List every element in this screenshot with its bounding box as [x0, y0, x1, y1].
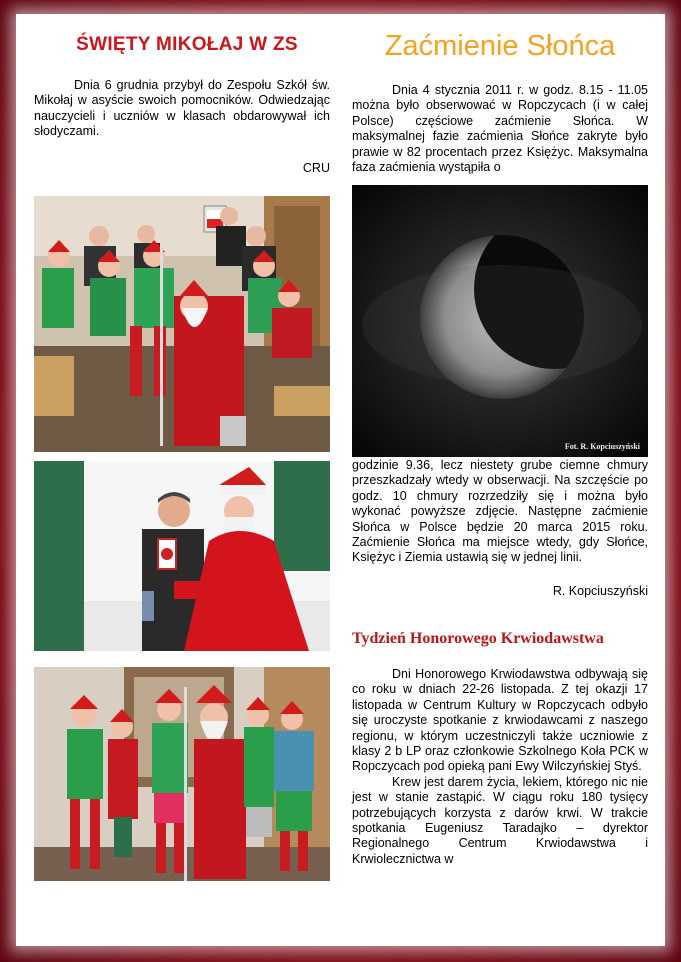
article-paragraph: Krew jest darem życia, lekiem, którego nic nie jest w stanie zastąpić. W ciągu roku 180 tysięcy potrzebujących korzysta z darów krwi. W trakcie spotkania Eugeniusz Taradajko – dyrektor Regionalnego Centrum Krwiodawstwa i Krwiolecznictwa w — [352, 774, 648, 866]
photo-solar-eclipse — [352, 185, 648, 457]
photo-santa-classroom-group — [34, 196, 330, 452]
photo-santa-elves-group — [34, 667, 330, 881]
article-paragraph: Dni Honorowego Krwiodawstwa odbywają się co roku w dniach 22-26 listopada. Z tej okazji 17 listopada w Centrum Kultury w Ropczycach odbyło się uroczyste spotkanie z krwiodawcami z naszego regionu, w którym uczestniczyli także uczniowie z klasy 2 b LP oraz członkowie Szkolnego Koła PCK w Ropczycach pod opieką pani Ewy Wilczyńskiej Styś. — [352, 667, 648, 774]
article-body-mikolaj: Dnia 6 grudnia przybył do Zespołu Szkół św. Mikołaj w asyście swoich pomocników. Odwiedzając nauczycieli i uczniów w klasach obdarowywał ich słodyczami. — [34, 78, 330, 139]
article-signature-mikolaj: CRU — [302, 161, 330, 175]
photo-credit: Fot. R. Kopciuszyński — [564, 442, 640, 451]
photo-santa-with-teacher — [34, 461, 330, 651]
article-title-krwiodawstwo: Tydzień Honorowego Krwiodawstwa — [352, 630, 604, 647]
article-body-zacmienie-bottom: godzinie 9.36, lecz niestety grube ciemne chmury przeszkadzały wtedy w obserwacji. Na szczęście po godz. 10 chmury rozrzedziły się i można było wykonać powyższe zdjęcie. Następne zaćmienie Słońca w Polsce będzie 20 marca 2015 roku. Zaćmienie Słońca ma miejsce wtedy, gdy Słońce, Księżyc i Ziemia ustawią się w jednej linii. — [352, 458, 648, 565]
article-title-mikolaj: ŚWIĘTY MIKOŁAJ W ZS — [76, 34, 298, 55]
article-body-zacmienie-top: Dnia 4 stycznia 2011 r. w godz. 8.15 - 11.05 można było obserwować w Ropczycach (i w całej Polsce) częściowe zaćmienie Słońca. W maksymalnej fazie zaćmienia Słońce zakryte było prawie w 82 procentach przez Księżyc. Maksymalna faza zaćmienia wystąpiła o — [352, 83, 648, 175]
article-signature-zacmienie: R. Kopciuszyński — [552, 584, 648, 598]
article-title-zacmienie: Zaćmienie Słońca — [384, 30, 616, 62]
article-body-krwiodawstwo — [352, 667, 648, 867]
